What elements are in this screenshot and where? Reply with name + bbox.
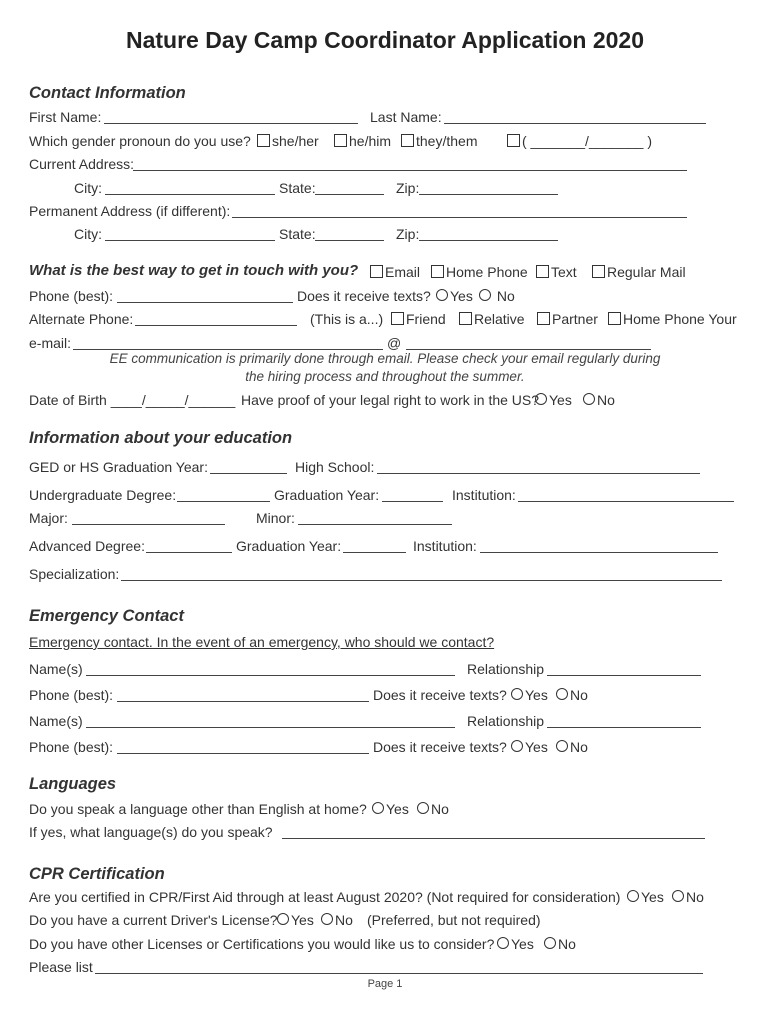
- emergency-name-field[interactable]: [86, 675, 455, 676]
- cpr-yes-radio[interactable]: Yes: [627, 889, 664, 905]
- state-field-2[interactable]: [315, 240, 384, 241]
- alt-option-friend[interactable]: Friend: [391, 311, 446, 327]
- receive-texts-question: Does it receive texts?: [297, 288, 431, 304]
- emergency-texts-question: Does it receive texts?: [373, 687, 507, 703]
- checkbox-icon[interactable]: [334, 134, 347, 147]
- alternate-phone-field[interactable]: [135, 325, 297, 326]
- relationship-label: Relationship: [467, 661, 545, 677]
- state-field[interactable]: [315, 194, 384, 195]
- emergency-phone-label: Phone (best):: [29, 687, 114, 703]
- cpr-question: Are you certified in CPR/First Aid through at least August 2020? (Not required for consideration): [29, 889, 621, 905]
- checkbox-icon[interactable]: [459, 312, 472, 325]
- section-heading-contact-method: What is the best way to get in touch with you?: [29, 262, 359, 279]
- other-certs-question: Do you have other Licenses or Certifications you would like us to consider?: [29, 936, 495, 952]
- specialization-field[interactable]: [121, 580, 722, 581]
- minor-field[interactable]: [298, 524, 452, 525]
- grad-year-label: Graduation Year:: [274, 487, 380, 503]
- pronoun-option-they[interactable]: they/them: [401, 133, 477, 149]
- emergency-phone-label-2: Phone (best):: [29, 739, 114, 755]
- checkbox-icon[interactable]: [401, 134, 414, 147]
- state-label-2: State:: [279, 226, 316, 242]
- page-title: Nature Day Camp Coordinator Application 2020: [125, 27, 645, 53]
- emergency-phone-field[interactable]: [117, 701, 369, 702]
- undergrad-field[interactable]: [177, 501, 270, 502]
- texts-yes-radio[interactable]: Yes: [436, 288, 473, 304]
- radio-icon[interactable]: [544, 937, 556, 949]
- alt-option-partner[interactable]: Partner: [537, 311, 598, 327]
- institution-label-2: Institution:: [413, 538, 477, 554]
- license-question: Do you have a current Driver's License?: [29, 912, 278, 928]
- grad-year-field-2[interactable]: [343, 552, 406, 553]
- language-no-radio[interactable]: No: [417, 801, 449, 817]
- emergency-texts-no-radio[interactable]: No: [556, 687, 588, 703]
- zip-field[interactable]: [419, 194, 558, 195]
- method-option-text[interactable]: Text: [536, 264, 577, 280]
- emergency-intro: Emergency contact. In the event of an emergency, who should we contact?: [29, 634, 495, 650]
- please-list-label: Please list: [29, 959, 93, 975]
- section-heading-education: Information about your education: [29, 429, 293, 447]
- section-heading-languages: Languages: [29, 775, 117, 793]
- pronoun-option-she[interactable]: she/her: [257, 133, 319, 149]
- city-field[interactable]: [105, 194, 275, 195]
- advanced-degree-field[interactable]: [146, 552, 232, 553]
- advanced-degree-label: Advanced Degree:: [29, 538, 145, 554]
- first-name-field[interactable]: [104, 123, 358, 124]
- email-note-line-2: the hiring process and throughout the summer.: [245, 369, 525, 384]
- radio-icon[interactable]: [372, 802, 384, 814]
- section-heading-contact: Contact Information: [29, 84, 186, 102]
- radio-icon[interactable]: [627, 890, 639, 902]
- emergency-name-field-2[interactable]: [86, 727, 455, 728]
- zip-label-2: Zip:: [396, 226, 420, 242]
- this-is-a-label: (This is a...): [310, 311, 384, 327]
- radio-icon[interactable]: [321, 913, 333, 925]
- relationship-field-2[interactable]: [547, 727, 701, 728]
- institution-field-2[interactable]: [480, 552, 718, 553]
- texts-no-radio[interactable]: No: [479, 288, 515, 304]
- institution-label: Institution:: [452, 487, 516, 503]
- pronoun-question: Which gender pronoun do you use?: [29, 133, 251, 149]
- checkbox-icon[interactable]: [370, 265, 383, 278]
- radio-icon[interactable]: [511, 688, 523, 700]
- pronoun-option-he[interactable]: he/him: [334, 133, 391, 149]
- checkbox-icon[interactable]: [592, 265, 605, 278]
- radio-icon[interactable]: [535, 393, 547, 405]
- language-which-field[interactable]: [282, 838, 705, 839]
- radio-icon[interactable]: [511, 740, 523, 752]
- method-option-email[interactable]: Email: [370, 264, 420, 280]
- method-option-regular-mail[interactable]: Regular Mail: [592, 264, 686, 280]
- relationship-label-2: Relationship: [467, 713, 545, 729]
- emergency-texts-question-2: Does it receive texts?: [373, 739, 507, 755]
- email-user-field[interactable]: [73, 349, 383, 350]
- institution-field[interactable]: [518, 501, 734, 502]
- section-heading-emergency: Emergency Contact: [29, 607, 184, 625]
- date-of-birth-field[interactable]: Date of Birth ____/_____/______: [29, 392, 236, 408]
- undergrad-label: Undergraduate Degree:: [29, 487, 177, 503]
- permanent-address-field[interactable]: [232, 217, 687, 218]
- radio-icon[interactable]: [417, 802, 429, 814]
- radio-icon[interactable]: [583, 393, 595, 405]
- language-question: Do you speak a language other than English at home?: [29, 801, 367, 817]
- ged-field[interactable]: [210, 473, 287, 474]
- high-school-label: High School:: [295, 459, 375, 475]
- emergency-texts-yes-radio-2[interactable]: Yes: [511, 739, 548, 755]
- emergency-name-label: Name(s): [29, 661, 83, 677]
- specialization-label: Specialization:: [29, 566, 120, 582]
- proof-yes-radio[interactable]: Yes: [535, 392, 572, 408]
- proof-no-radio[interactable]: No: [583, 392, 615, 408]
- cpr-no-radio[interactable]: No: [672, 889, 704, 905]
- radio-icon[interactable]: [556, 740, 568, 752]
- ged-label: GED or HS Graduation Year:: [29, 459, 208, 475]
- license-yes-radio[interactable]: Yes: [277, 912, 314, 928]
- language-yes-radio[interactable]: Yes: [372, 801, 409, 817]
- pronoun-option-custom[interactable]: ( _______/_______ ): [507, 133, 652, 149]
- email-label: e-mail:: [29, 335, 72, 351]
- last-name-label: Last Name:: [370, 109, 442, 125]
- radio-icon[interactable]: [672, 890, 684, 902]
- current-address-field[interactable]: [133, 170, 687, 171]
- certs-yes-radio[interactable]: Yes: [497, 936, 534, 952]
- phone-best-label: Phone (best):: [29, 288, 114, 304]
- email-domain-field[interactable]: [406, 349, 651, 350]
- first-name-label: First Name:: [29, 109, 102, 125]
- checkbox-icon[interactable]: [537, 312, 550, 325]
- emergency-phone-field-2[interactable]: [117, 753, 369, 754]
- checkbox-icon[interactable]: [536, 265, 549, 278]
- city-field-2[interactable]: [105, 240, 275, 241]
- alt-option-home-phone[interactable]: Home Phone Your: [608, 311, 737, 327]
- emergency-texts-no-radio-2[interactable]: No: [556, 739, 588, 755]
- alt-option-relative[interactable]: Relative: [459, 311, 525, 327]
- please-list-field[interactable]: [95, 973, 703, 974]
- phone-best-field[interactable]: [117, 302, 293, 303]
- checkbox-icon[interactable]: [431, 265, 444, 278]
- language-which-label: If yes, what language(s) do you speak?: [29, 824, 273, 840]
- radio-icon[interactable]: [497, 937, 509, 949]
- high-school-field[interactable]: [377, 473, 700, 474]
- state-label: State:: [279, 180, 316, 196]
- page-number: Page 1: [367, 978, 403, 990]
- radio-icon[interactable]: [479, 289, 491, 301]
- emergency-name-label-2: Name(s): [29, 713, 83, 729]
- radio-icon[interactable]: [556, 688, 568, 700]
- major-field[interactable]: [72, 524, 225, 525]
- minor-label: Minor:: [256, 510, 295, 526]
- city-label-2: City:: [74, 226, 102, 242]
- email-note-line-1: EE communication is primarily done through email. Please check your email regularly during: [109, 351, 661, 366]
- license-no-radio[interactable]: No: [321, 912, 353, 928]
- checkbox-icon[interactable]: [391, 312, 404, 325]
- zip-field-2[interactable]: [419, 240, 558, 241]
- checkbox-icon[interactable]: [507, 134, 520, 147]
- city-label: City:: [74, 180, 102, 196]
- email-at-sign: @: [387, 335, 402, 351]
- checkbox-icon[interactable]: [257, 134, 270, 147]
- relationship-field[interactable]: [547, 675, 701, 676]
- alternate-phone-label: Alternate Phone:: [29, 311, 134, 327]
- grad-year-field[interactable]: [382, 501, 443, 502]
- last-name-field[interactable]: [444, 123, 706, 124]
- method-option-home-phone[interactable]: Home Phone: [431, 264, 528, 280]
- checkbox-icon[interactable]: [608, 312, 621, 325]
- work-proof-question: Have proof of your legal right to work in the US?: [241, 392, 540, 408]
- section-heading-cpr: CPR Certification: [29, 865, 165, 883]
- grad-year-label-2: Graduation Year:: [236, 538, 342, 554]
- certs-no-radio[interactable]: No: [544, 936, 576, 952]
- radio-icon[interactable]: [436, 289, 448, 301]
- zip-label: Zip:: [396, 180, 420, 196]
- current-address-label: Current Address:: [29, 156, 135, 172]
- license-note: (Preferred, but not required): [367, 912, 541, 928]
- emergency-texts-yes-radio[interactable]: Yes: [511, 687, 548, 703]
- radio-icon[interactable]: [277, 913, 289, 925]
- permanent-address-label: Permanent Address (if different):: [29, 203, 231, 219]
- major-label: Major:: [29, 510, 68, 526]
